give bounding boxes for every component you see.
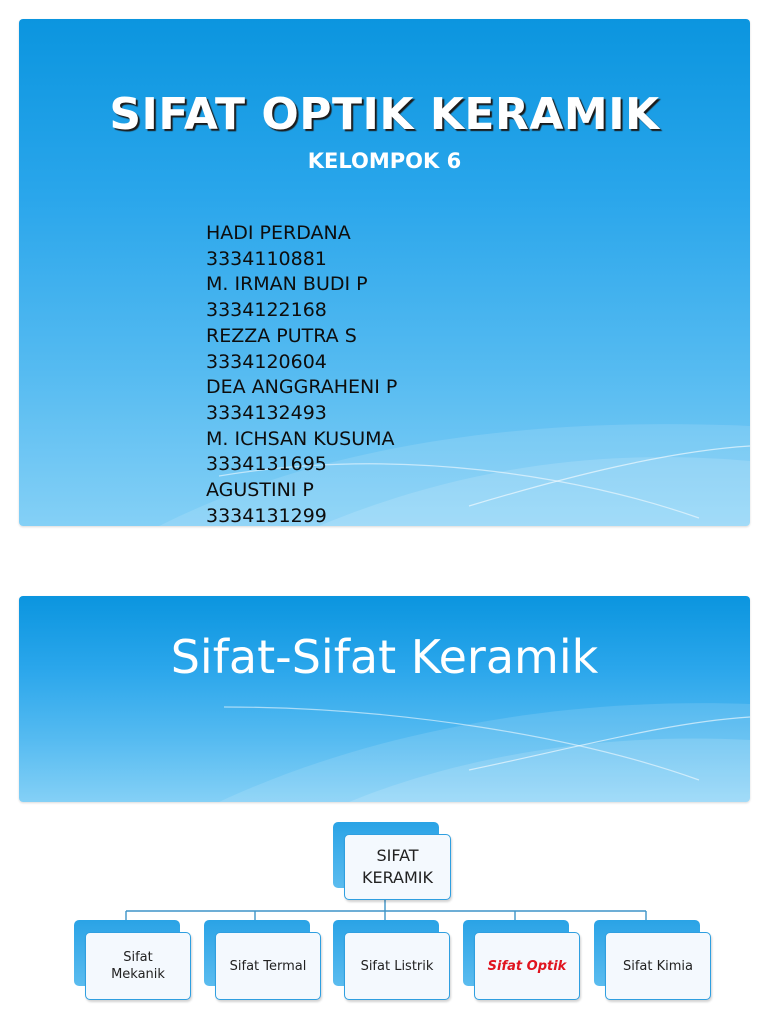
child-node-label-highlighted: Sifat Optik	[487, 958, 567, 974]
member-line: AGUSTINI P	[206, 479, 314, 502]
member-line: M. ICHSAN KUSUMA	[206, 427, 395, 450]
root-node-box	[344, 834, 451, 900]
member-line: 3334131695	[206, 453, 327, 476]
section-slide	[19, 596, 750, 802]
child-node-box	[605, 932, 711, 1000]
title-slide	[19, 19, 750, 526]
member-line: 3334120604	[206, 350, 327, 373]
member-line: DEA ANGGRAHENI P	[206, 376, 398, 399]
member-line: 3334110881	[206, 247, 327, 270]
section-title: Sifat-Sifat Keramik	[170, 630, 599, 684]
member-line: REZZA PUTRA S	[206, 324, 357, 347]
slide-title: SIFAT OPTIK KERAMIK	[109, 89, 660, 140]
child-node-line1: Sifat	[123, 950, 153, 965]
child-node-label: Sifat Listrik	[360, 958, 434, 974]
member-line: M. IRMAN BUDI P	[206, 273, 368, 296]
child-node-box	[474, 932, 580, 1000]
root-node-line2: KERAMIK	[361, 868, 434, 887]
slide-subtitle: KELOMPOK 6	[307, 149, 462, 173]
wave-decoration	[19, 692, 750, 802]
hierarchy-diagram	[0, 812, 768, 1012]
child-node-line2: Mekanik	[111, 967, 165, 982]
member-line: 3334131299	[206, 504, 327, 526]
child-node-label: Sifat Termal	[229, 958, 307, 974]
member-line: 3334132493	[206, 401, 327, 424]
member-line: 3334122168	[206, 299, 327, 322]
child-node-box	[215, 932, 321, 1000]
member-list	[206, 221, 397, 526]
root-node-line1: SIFAT	[376, 846, 419, 865]
child-node-box	[85, 932, 191, 1000]
member-line: HADI PERDANA	[206, 222, 351, 244]
child-node-box	[344, 932, 450, 1000]
child-node-label: Sifat Kimia	[622, 958, 693, 974]
